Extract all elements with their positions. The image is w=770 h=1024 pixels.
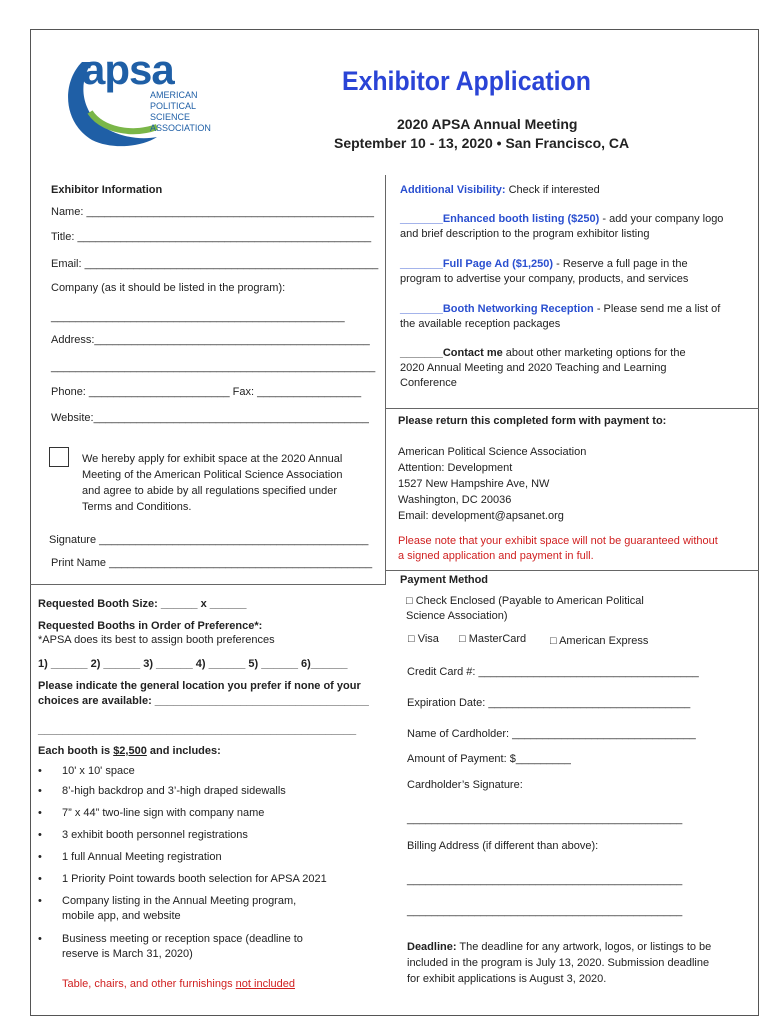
- logo-line-4: ASSOCIATION: [150, 123, 211, 133]
- phone-fax-field[interactable]: Phone: _______________________ Fax: _________________: [51, 386, 362, 398]
- furnishings-note: Table, chairs, and other furnishings not included: [62, 978, 295, 990]
- right-divider-2: [385, 570, 759, 571]
- cardholder-signature-field[interactable]: _____________________________________________: [407, 813, 683, 825]
- address-field-2[interactable]: _____________________________________________________: [51, 361, 376, 373]
- exhibitor-info-heading: Exhibitor Information: [51, 184, 163, 196]
- booth-includes-heading: Each booth is $2,500 and includes:: [38, 745, 221, 757]
- booth-size-field[interactable]: Requested Booth Size: ______ x ______: [38, 598, 247, 610]
- title-field[interactable]: Title: ________________________________________________: [51, 231, 372, 243]
- column-divider: [385, 175, 386, 585]
- logo-line-3: SCIENCE: [150, 112, 191, 122]
- list-item: • 8’-high backdrop and 3’-high draped sidewalls: [38, 784, 338, 799]
- cardholder-signature-label: Cardholder’s Signature:: [407, 779, 523, 791]
- agreement-text: We hereby apply for exhibit space at the 2020 Annual Meeting of the American Political Science Association and agree to abide by all regulations specified under Terms and Conditions.: [82, 453, 343, 513]
- credit-card-field[interactable]: Credit Card #: ____________________________________: [407, 666, 699, 678]
- list-item: • 1 full Annual Meeting registration: [38, 850, 338, 865]
- amount-field[interactable]: Amount of Payment: $_________: [407, 753, 571, 765]
- list-item: • 1 Priority Point towards booth selection for APSA 2021: [38, 872, 338, 887]
- form-border: [30, 29, 759, 1016]
- website-field[interactable]: Website:_____________________________________________: [51, 412, 369, 424]
- expiration-field[interactable]: Expiration Date: _________________________________: [407, 697, 691, 709]
- right-divider-1: [385, 408, 759, 409]
- payment-method-heading: Payment Method: [400, 574, 489, 586]
- name-field[interactable]: Name: _______________________________________________: [51, 206, 374, 218]
- agreement-checkbox[interactable]: [49, 447, 69, 467]
- booth-order-note: *APSA does its best to assign booth preferences: [38, 634, 275, 646]
- location-preference[interactable]: Please indicate the general location you prefer if none of your choices are available: ___________________________________: [38, 680, 369, 707]
- list-item: • 7” x 44” two-line sign with company name: [38, 806, 338, 821]
- left-divider-1: [30, 584, 385, 585]
- logo-line-2: POLITICAL: [150, 101, 197, 111]
- list-item: • 10' x 10' space: [38, 764, 338, 779]
- subtitle: 2020 APSA Annual Meeting: [397, 116, 578, 132]
- option-networking-reception[interactable]: _______Booth Networking Reception - Please send me a list of the available reception packages: [400, 303, 721, 330]
- amex-option[interactable]: □ American Express: [550, 635, 649, 647]
- list-item: • Business meeting or reception space (deadline to reserve is March 31, 2020): [38, 932, 328, 962]
- check-option[interactable]: □ Check Enclosed (Payable to American Political Science Association): [406, 595, 644, 622]
- date-location: September 10 - 13, 2020 • San Francisco, CA: [334, 135, 630, 151]
- list-item: • Company listing in the Annual Meeting program, mobile app, and website: [38, 894, 328, 924]
- apsa-logo: [62, 46, 242, 152]
- logo-wordmark: apsa: [82, 46, 174, 93]
- billing-address-label: Billing Address (if different than above):: [407, 840, 599, 852]
- option-full-page-ad[interactable]: _______Full Page Ad ($1,250) - Reserve a full page in the program to advertise your company, products, and services: [400, 258, 689, 285]
- company-label: Company (as it should be listed in the program):: [51, 282, 286, 294]
- return-heading: Please return this completed form with payment to:: [398, 415, 667, 427]
- signature-field[interactable]: Signature ____________________________________________: [49, 534, 369, 546]
- guarantee-note: Please note that your exhibit space will not be guaranteed without a signed application and payment in full.: [398, 535, 718, 562]
- cardholder-name-field[interactable]: Name of Cardholder: ______________________________: [407, 728, 696, 740]
- deadline-note: Deadline: The deadline for any artwork, logos, or listings to be included in the program is July 13, 2020. Submission deadline for exhibit applications is August 3, 2020.: [407, 941, 712, 985]
- mastercard-option[interactable]: □ MasterCard: [459, 633, 527, 645]
- mailing-address: American Political Science Association Attention: Development 1527 New Hampshire Ave, NW Washington, DC 20036 Email: development@apsanet.org: [398, 446, 587, 522]
- address-field[interactable]: Address:_____________________________________________: [51, 334, 370, 346]
- location-line[interactable]: ____________________________________________________: [38, 724, 357, 736]
- list-item: • 3 exhibit booth personnel registrations: [38, 828, 338, 843]
- billing-address-field-1[interactable]: _____________________________________________: [407, 874, 683, 886]
- print-name-field[interactable]: Print Name ___________________________________________: [51, 557, 373, 569]
- company-field[interactable]: ________________________________________________: [51, 311, 345, 323]
- billing-address-field-2[interactable]: _____________________________________________: [407, 905, 683, 917]
- booth-order-heading: Requested Booths in Order of Preference*:: [38, 620, 263, 632]
- visibility-heading: Additional Visibility: Check if interested: [400, 184, 600, 196]
- booth-choices-field[interactable]: 1) ______ 2) ______ 3) ______ 4) ______ 5) ______ 6)______: [38, 658, 348, 670]
- visa-option[interactable]: □ Visa: [408, 633, 439, 645]
- option-enhanced-listing[interactable]: _______Enhanced booth listing ($250) - add your company logo and brief description to the program exhibitor listing: [400, 213, 724, 240]
- page-title: Exhibitor Application: [342, 66, 591, 96]
- logo-line-1: AMERICAN: [150, 90, 198, 100]
- email-field[interactable]: Email: ________________________________________________: [51, 258, 379, 270]
- option-contact-me[interactable]: _______Contact me about other marketing options for the 2020 Annual Meeting and 2020 Teaching and Learning Conference: [400, 347, 686, 389]
